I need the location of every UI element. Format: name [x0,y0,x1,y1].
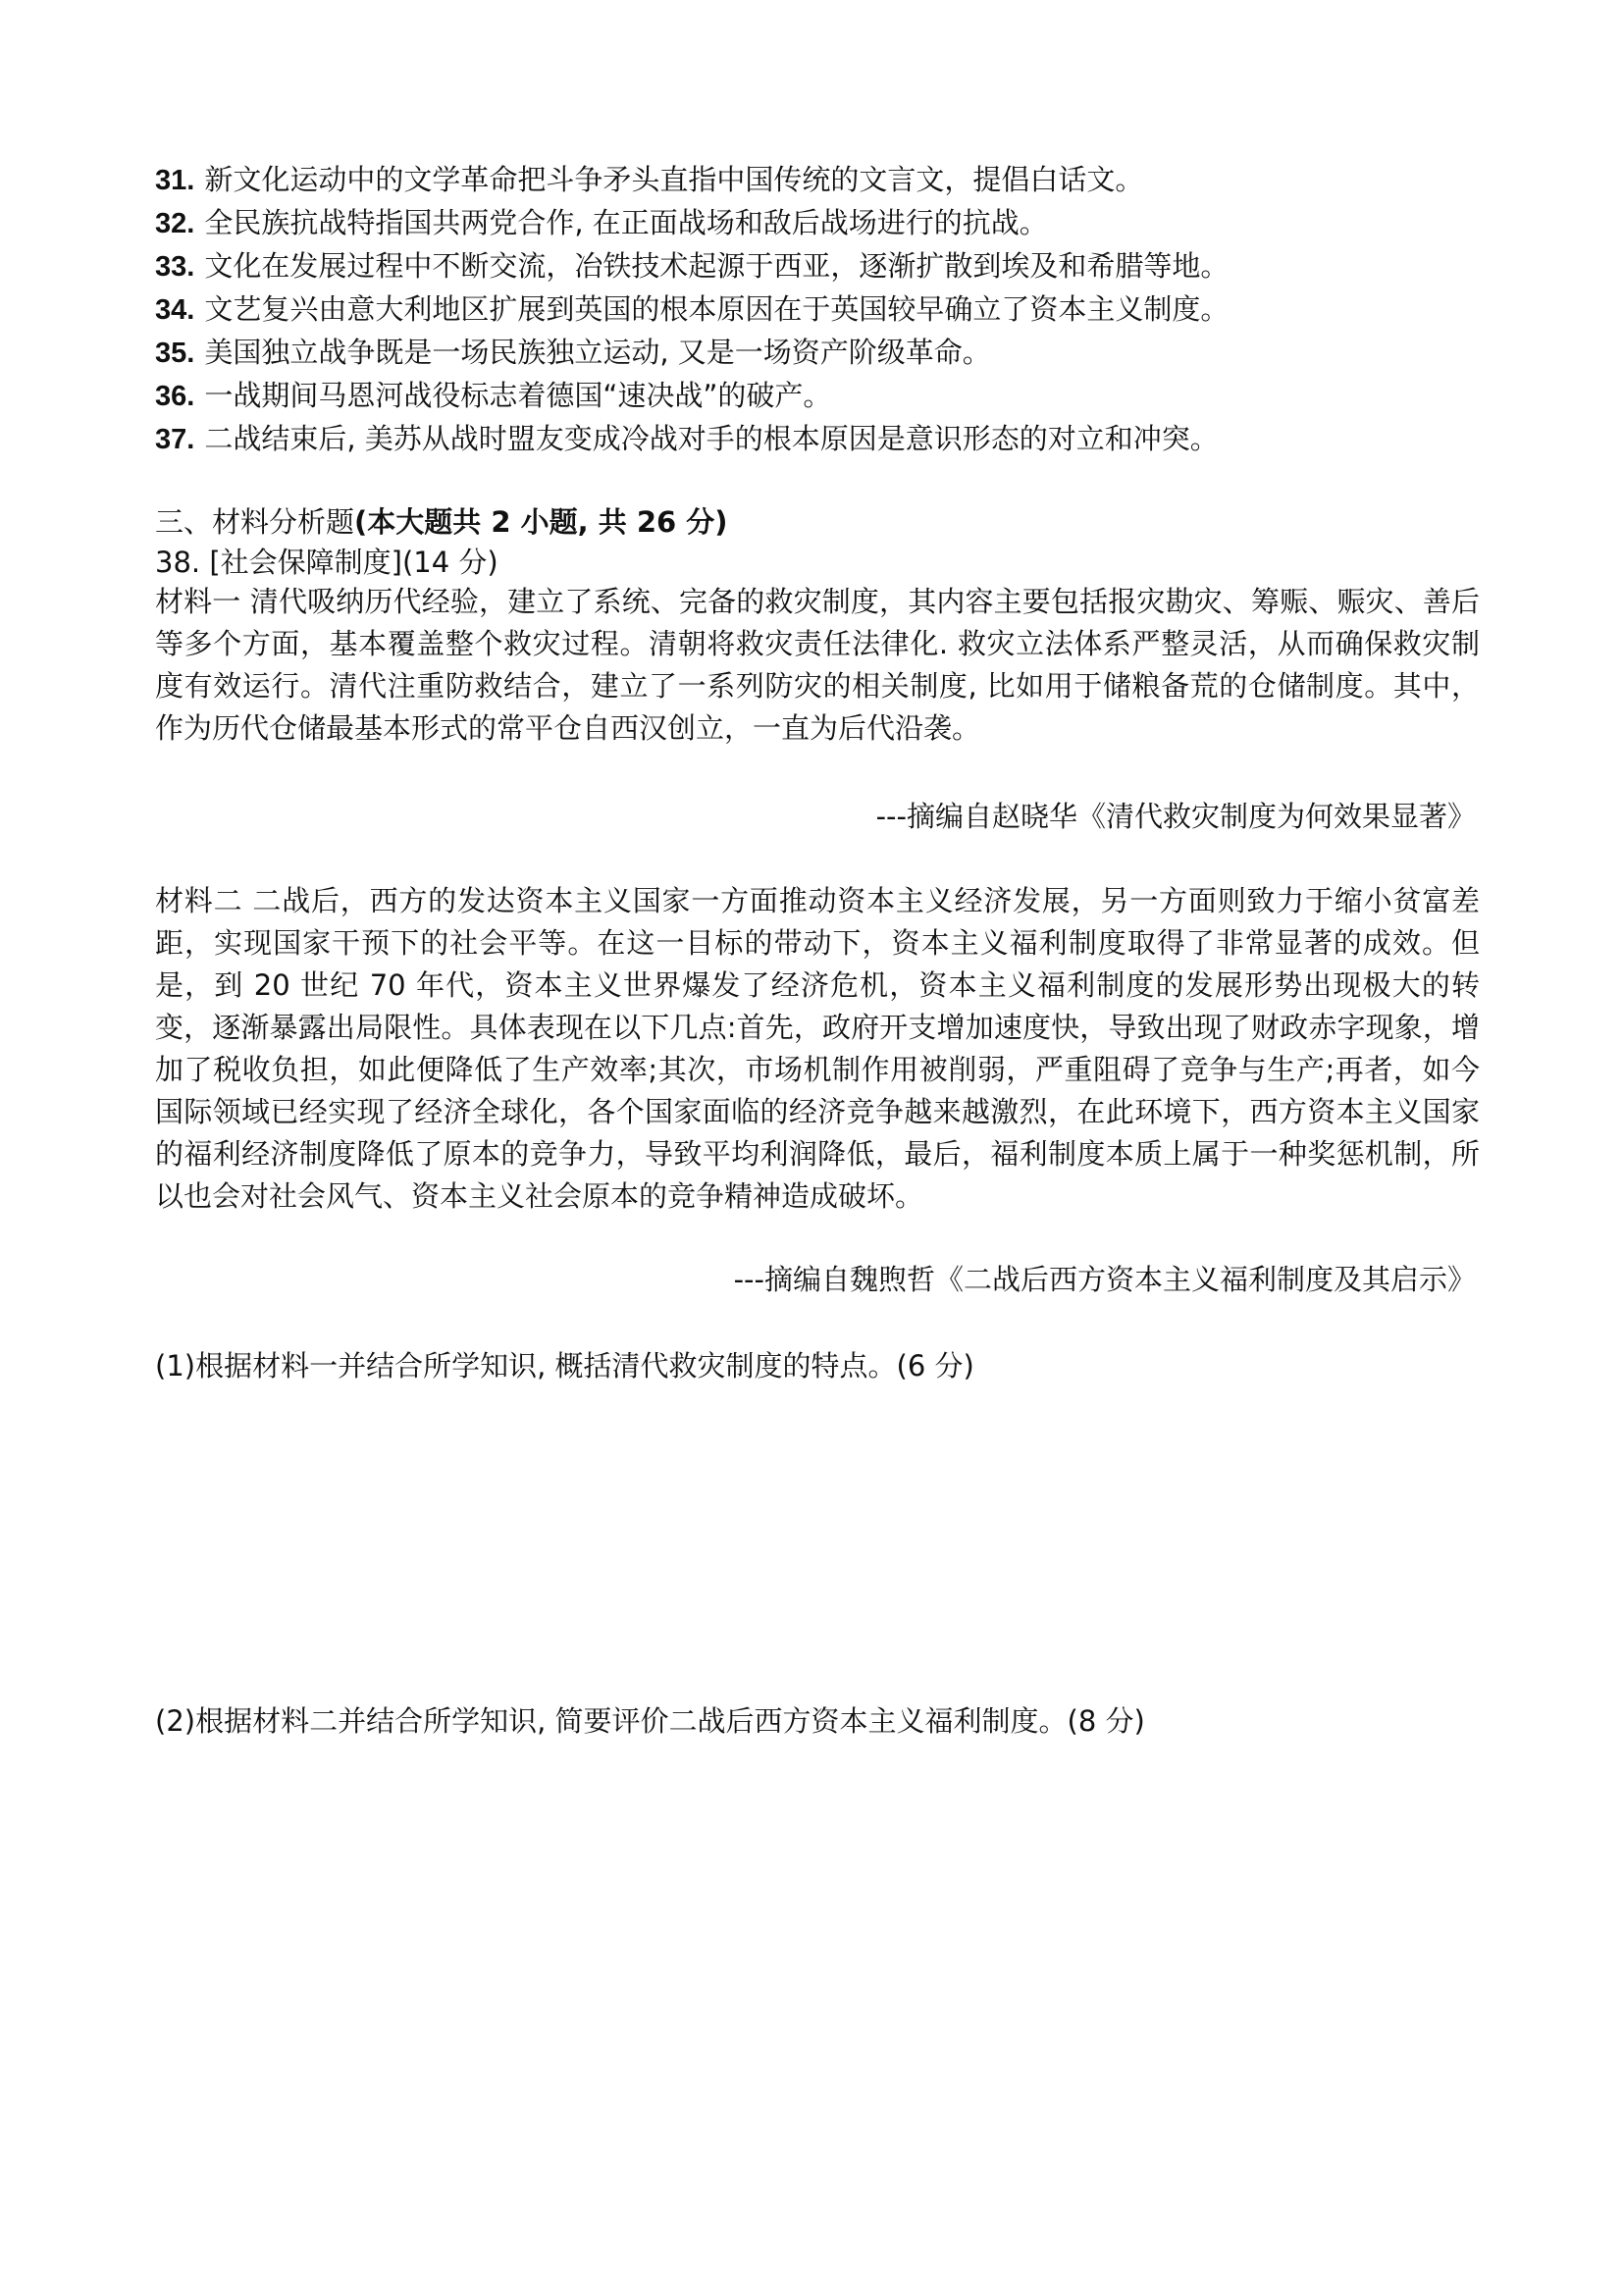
question-label: 38. [社会保障制度](14 分) [155,546,498,579]
section-title: 三、材料分析题 [155,505,355,539]
statement-text: 一战期间马恩河战役标志着德国“速决战”的破产。 [204,379,832,412]
statement-34 [155,289,1229,330]
question-38-label [155,543,498,582]
statement-text: 新文化运动中的文学革命把斗争矛头直指中国传统的文言文，提倡白话文。 [204,163,1144,196]
sub-question-2: (2)根据材料二并结合所学知识, 简要评价二战后西方资本主义福利制度。(8 分) [155,1704,1145,1738]
statement-text: 文艺复兴由意大利地区扩展到英国的根本原因在于英国较早确立了资本主义制度。 [204,292,1230,326]
statement-number: 32. [155,208,195,239]
material-1: 材料一 清代吸纳历代经验，建立了系统、完备的救灾制度，其内容主要包括报灾勘灾、筹赈、赈灾、善后等多个方面，基本覆盖整个救灾过程。清朝将救灾责任法律化. 救灾立法体系严整灵活，从而确保救灾制度有效运行。清代注重防救结合，建立了一系列防灾的相关制度, 比如用于储粮备荒的仓储制度。其中，作为历代仓储最基本形式的常平仓自西汉创立，一直为后代沿袭。 [155,585,1480,745]
statement-text: 全民族抗战特指国共两党合作, 在正面战场和敌后战场进行的抗战。 [204,206,1048,239]
statement-text: 文化在发展过程中不断交流，冶铁技术起源于西亚，逐渐扩散到埃及和希腊等地。 [204,249,1230,283]
material-1-source: ---摘编自赵晓华《清代救灾制度为何效果显著》 [875,800,1476,833]
statement-number: 35. [155,338,195,369]
statement-text: 美国独立战争既是一场民族独立运动, 又是一场资产阶级革命。 [204,336,991,369]
material-2: 材料二 二战后，西方的发达资本主义国家一方面推动资本主义经济发展，另一方面则致力于缩小贫富差距，实现国家干预下的社会平等。在这一目标的带动下，资本主义福利制度取得了非常显著的成效。但是，到 20 世纪 70 年代，资本主义世界爆发了经济危机，资本主义福利制度的发展形势出现极大的转变，逐渐暴露出局限性。具体表现在以下几点:首先，政府开支增加速度快，导致出现了财政赤字现象，增加了税收负担，如此便降低了生产效率;其次，市场机制作用被削弱，严重阻碍了竞争与生产;再者，如今国际领域已经实现了经济全球化，各个国家面临的经济竞争越来越激烈，在此环境下，西方资本主义国家的福利经济制度降低了原本的竞争力，导致平均利润降低，最后，福利制度本质上属于一种奖惩机制，所以也会对社会风气、资本主义社会原本的竞争精神造成破坏。 [155,884,1480,1213]
statement-number: 37. [155,424,195,455]
sub-question-1: (1)根据材料一并结合所学知识, 概括清代救灾制度的特点。(6 分) [155,1349,974,1383]
statement-32 [155,203,1048,243]
statement-35 [155,333,991,373]
section-heading [155,502,728,542]
material-2-source: ---摘编自魏煦哲《二战后西方资本主义福利制度及其启示》 [733,1263,1476,1296]
section-note: (本大题共 2 小题, 共 26 分) [354,505,728,539]
statement-number: 33. [155,251,195,283]
statement-31 [155,160,1143,200]
statement-number: 36. [155,381,195,412]
statement-33 [155,246,1229,287]
statement-37 [155,419,1219,459]
statement-text: 二战结束后, 美苏从战时盟友变成冷战对手的根本原因是意识形态的对立和冲突。 [204,422,1219,455]
statement-36 [155,376,831,416]
statement-number: 34. [155,294,195,326]
statement-number: 31. [155,165,195,196]
